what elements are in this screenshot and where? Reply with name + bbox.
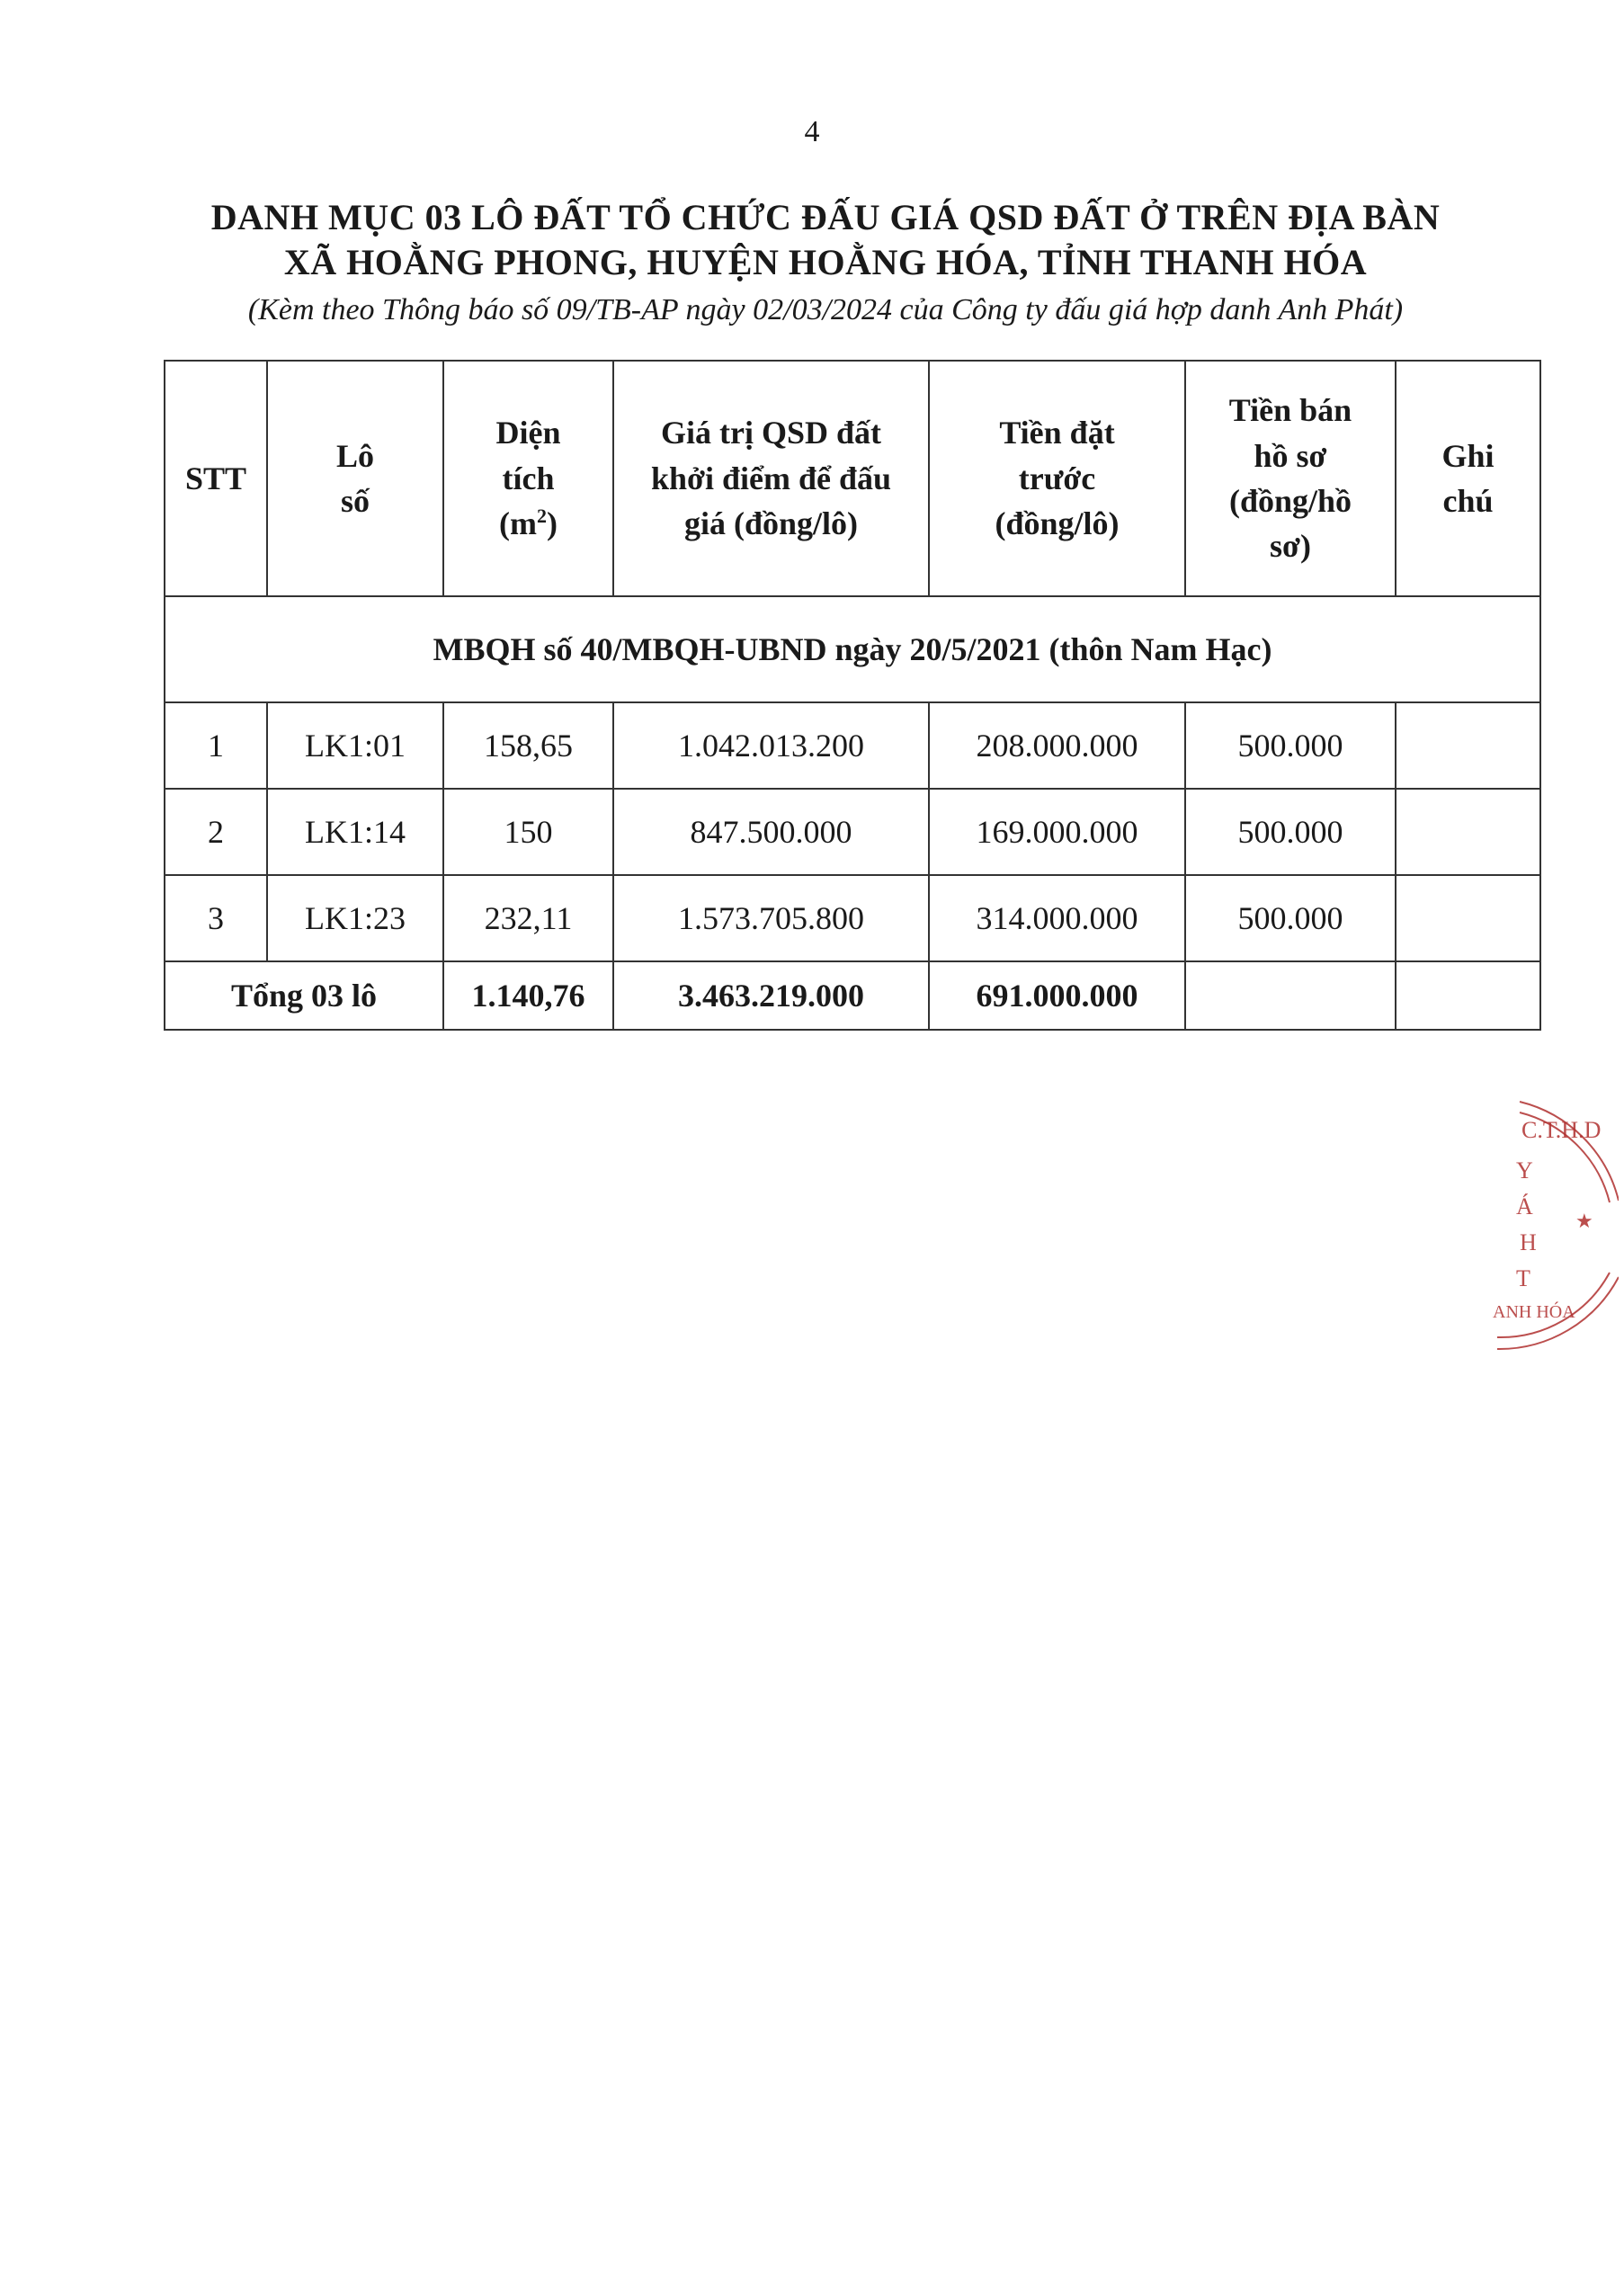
page-number: 4	[804, 115, 820, 148]
svg-text:ANH HÓA: ANH HÓA	[1493, 1302, 1575, 1322]
total-dien-tich: 1.140,76	[443, 961, 613, 1030]
header-gia-tri: Giá trị QSD đất khởi điểm để đấu giá (đồng/lô)	[613, 361, 929, 596]
cell-ghi-chu	[1396, 875, 1540, 961]
table-row	[165, 702, 1540, 789]
cell-gia-tri: 1.042.013.200	[613, 702, 929, 789]
document-title-line-1: DANH MỤC 03 LÔ ĐẤT TỔ CHỨC ĐẤU GIÁ QSD ĐẤT Ở TRÊN ĐỊA BÀN	[210, 197, 1441, 237]
svg-text:H: H	[1520, 1229, 1537, 1255]
cell-ghi-chu	[1396, 789, 1540, 875]
cell-gia-tri: 1.573.705.800	[613, 875, 929, 961]
header-ghi-chu: Ghi chú	[1396, 361, 1540, 596]
cell-stt: 3	[165, 875, 267, 961]
header-tien-dat-truoc: Tiền đặt trước (đồng/lô)	[929, 361, 1185, 596]
header-dien-tich-sup: 2	[536, 505, 547, 528]
cell-dien-tich: 150	[443, 789, 613, 875]
total-gia-tri: 3.463.219.000	[613, 961, 929, 1030]
cell-lo: LK1:23	[267, 875, 443, 961]
land-lots-table	[164, 360, 1541, 1031]
cell-lo: LK1:14	[267, 789, 443, 875]
cell-dien-tich: 158,65	[443, 702, 613, 789]
cell-tien-ho-so: 500.000	[1185, 789, 1396, 875]
table-header-row	[165, 361, 1540, 596]
document-title-line-2: XÃ HOẰNG PHONG, HUYỆN HOẰNG HÓA, TỈNH THANH HÓA	[283, 242, 1368, 282]
svg-text:T: T	[1516, 1265, 1530, 1291]
header-dien-tich	[443, 361, 613, 596]
group-title-row	[165, 596, 1540, 702]
total-tien-ho-so	[1185, 961, 1396, 1030]
cell-dien-tich: 232,11	[443, 875, 613, 961]
cell-tien-dat-truoc: 169.000.000	[929, 789, 1185, 875]
cell-lo: LK1:01	[267, 702, 443, 789]
header-lo-so: Lô số	[267, 361, 443, 596]
header-stt: STT	[165, 361, 267, 596]
header-dien-tich-end: )	[546, 505, 558, 542]
company-seal-stamp	[1484, 1093, 1619, 1380]
header-tien-ban-ho-so: Tiền bán hồ sơ (đồng/hồ sơ)	[1185, 361, 1396, 596]
table-row	[165, 875, 1540, 961]
document-subtitle: (Kèm theo Thông báo số 09/TB-AP ngày 02/03/2024 của Công ty đấu giá hợp danh Anh Phát)	[247, 293, 1404, 326]
cell-tien-ho-so: 500.000	[1185, 875, 1396, 961]
cell-tien-dat-truoc: 314.000.000	[929, 875, 1185, 961]
table-row	[165, 789, 1540, 875]
cell-stt: 1	[165, 702, 267, 789]
group-title: MBQH số 40/MBQH-UBND ngày 20/5/2021 (thôn Nam Hạc)	[165, 596, 1540, 702]
cell-tien-dat-truoc: 208.000.000	[929, 702, 1185, 789]
svg-text:C.T.H.D: C.T.H.D	[1521, 1117, 1602, 1143]
total-row	[165, 961, 1540, 1030]
svg-text:Á: Á	[1516, 1193, 1533, 1219]
cell-tien-ho-so: 500.000	[1185, 702, 1396, 789]
cell-gia-tri: 847.500.000	[613, 789, 929, 875]
total-tien-dat-truoc: 691.000.000	[929, 961, 1185, 1030]
total-ghi-chu	[1396, 961, 1540, 1030]
total-label: Tổng 03 lô	[165, 961, 443, 1030]
cell-ghi-chu	[1396, 702, 1540, 789]
cell-stt: 2	[165, 789, 267, 875]
svg-text:Y: Y	[1516, 1157, 1533, 1184]
header-dien-tich-text: Diện tích (m	[495, 415, 561, 542]
svg-text:★: ★	[1575, 1210, 1593, 1232]
